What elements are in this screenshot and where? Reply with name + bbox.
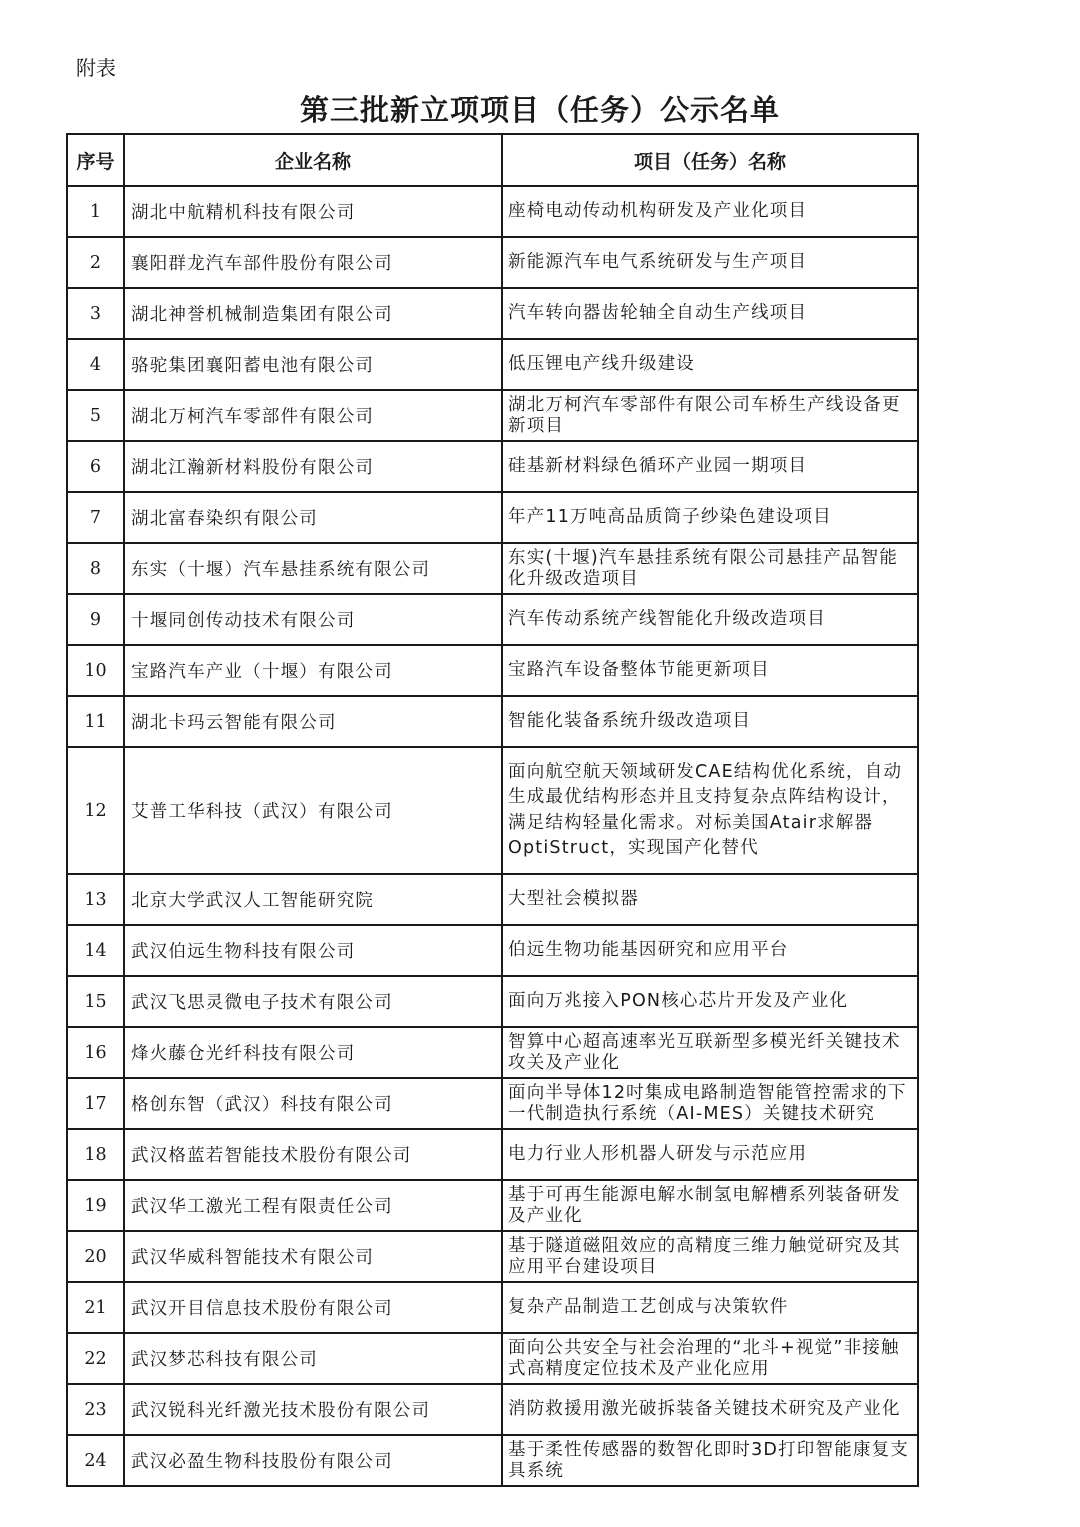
- table-row: [67, 186, 918, 237]
- company-name-cell: 武汉必盈生物科技股份有限公司: [124, 1435, 502, 1486]
- table-row: [67, 1333, 918, 1384]
- table-row: [67, 1282, 918, 1333]
- row-number-cell: 1: [67, 186, 124, 237]
- company-name-cell: 湖北卡玛云智能有限公司: [124, 696, 502, 747]
- project-name-cell: 智能化装备系统升级改造项目: [502, 696, 918, 747]
- row-number-cell: 7: [67, 492, 124, 543]
- row-number-cell: 15: [67, 976, 124, 1027]
- row-number-cell: 14: [67, 925, 124, 976]
- page-title: 第三批新立项项目（任务）公示名单: [299, 93, 780, 127]
- row-number-cell: 20: [67, 1231, 124, 1282]
- project-name-cell: 汽车传动系统产线智能化升级改造项目: [502, 594, 918, 645]
- table-row: [67, 696, 918, 747]
- table-row: [67, 1129, 918, 1180]
- company-name-cell: 武汉梦芯科技有限公司: [124, 1333, 502, 1384]
- company-name-cell: 武汉华工激光工程有限责任公司: [124, 1180, 502, 1231]
- table-row: [67, 1231, 918, 1282]
- row-number-cell: 10: [67, 645, 124, 696]
- company-name-cell: 湖北富春染织有限公司: [124, 492, 502, 543]
- table-row: [67, 543, 918, 594]
- company-name-cell: 烽火藤仓光纤科技有限公司: [124, 1027, 502, 1078]
- table-row: [67, 874, 918, 925]
- row-number-cell: 3: [67, 288, 124, 339]
- row-number-cell: 13: [67, 874, 124, 925]
- row-number-cell: 8: [67, 543, 124, 594]
- table-row: [67, 925, 918, 976]
- row-number-cell: 24: [67, 1435, 124, 1486]
- project-name-cell: 基于隧道磁阻效应的高精度三维力触觉研究及其应用平台建设项目: [502, 1231, 918, 1282]
- project-name-cell: 智算中心超高速率光互联新型多模光纤关键技术攻关及产业化: [502, 1027, 918, 1078]
- project-name-cell: 硅基新材料绿色循环产业园一期项目: [502, 441, 918, 492]
- column-header-number: 序号: [67, 134, 124, 186]
- company-name-cell: 湖北神誉机械制造集团有限公司: [124, 288, 502, 339]
- company-name-cell: 骆驼集团襄阳蓄电池有限公司: [124, 339, 502, 390]
- project-name-cell: 面向公共安全与社会治理的“北斗+视觉”非接触式高精度定位技术及产业化应用: [502, 1333, 918, 1384]
- project-list-table: [66, 133, 919, 1487]
- project-name-cell: 年产11万吨高品质筒子纱染色建设项目: [502, 492, 918, 543]
- table-row: [67, 441, 918, 492]
- project-name-cell: 面向万兆接入PON核心芯片开发及产业化: [502, 976, 918, 1027]
- project-name-cell: 面向半导体12吋集成电路制造智能管控需求的下一代制造执行系统（AI-MES）关键技术研究: [502, 1078, 918, 1129]
- column-header-project: 项目（任务）名称: [502, 134, 918, 186]
- company-name-cell: 十堰同创传动技术有限公司: [124, 594, 502, 645]
- row-number-cell: 17: [67, 1078, 124, 1129]
- row-number-cell: 19: [67, 1180, 124, 1231]
- row-number-cell: 6: [67, 441, 124, 492]
- company-name-cell: 东实（十堰）汽车悬挂系统有限公司: [124, 543, 502, 594]
- row-number-cell: 16: [67, 1027, 124, 1078]
- project-name-cell: 基于柔性传感器的数智化即时3D打印智能康复支具系统: [502, 1435, 918, 1486]
- company-name-cell: 武汉飞思灵微电子技术有限公司: [124, 976, 502, 1027]
- row-number-cell: 23: [67, 1384, 124, 1435]
- table-row: [67, 1180, 918, 1231]
- attachment-label: 附表: [76, 56, 116, 80]
- project-name-cell: 复杂产品制造工艺创成与决策软件: [502, 1282, 918, 1333]
- table-row: [67, 1435, 918, 1486]
- company-name-cell: 宝路汽车产业（十堰）有限公司: [124, 645, 502, 696]
- table-row: [67, 1384, 918, 1435]
- project-name-cell: 面向航空航天领域研发CAE结构优化系统，自动生成最优结构形态并且支持复杂点阵结构设计，满足结构轻量化需求。对标美国Atair求解器OptiStruct，实现国产化替代: [502, 747, 918, 874]
- row-number-cell: 2: [67, 237, 124, 288]
- company-name-cell: 武汉伯远生物科技有限公司: [124, 925, 502, 976]
- company-name-cell: 武汉华威科智能技术有限公司: [124, 1231, 502, 1282]
- project-name-cell: 电力行业人形机器人研发与示范应用: [502, 1129, 918, 1180]
- company-name-cell: 格创东智（武汉）科技有限公司: [124, 1078, 502, 1129]
- table-header-row: [67, 134, 918, 186]
- company-name-cell: 北京大学武汉人工智能研究院: [124, 874, 502, 925]
- table-body: [67, 186, 918, 1486]
- project-name-cell: 座椅电动传动机构研发及产业化项目: [502, 186, 918, 237]
- company-name-cell: 武汉格蓝若智能技术股份有限公司: [124, 1129, 502, 1180]
- row-number-cell: 5: [67, 390, 124, 441]
- column-header-company: 企业名称: [124, 134, 502, 186]
- company-name-cell: 襄阳群龙汽车部件股份有限公司: [124, 237, 502, 288]
- project-name-cell: 汽车转向器齿轮轴全自动生产线项目: [502, 288, 918, 339]
- project-name-cell: 湖北万柯汽车零部件有限公司车桥生产线设备更新项目: [502, 390, 918, 441]
- table-row: [67, 288, 918, 339]
- project-name-cell: 新能源汽车电气系统研发与生产项目: [502, 237, 918, 288]
- table-row: [67, 594, 918, 645]
- row-number-cell: 9: [67, 594, 124, 645]
- table-row: [67, 1078, 918, 1129]
- project-name-cell: 消防救援用激光破拆装备关键技术研究及产业化: [502, 1384, 918, 1435]
- company-name-cell: 湖北万柯汽车零部件有限公司: [124, 390, 502, 441]
- project-name-cell: 低压锂电产线升级建设: [502, 339, 918, 390]
- row-number-cell: 12: [67, 747, 124, 874]
- company-name-cell: 武汉锐科光纤激光技术股份有限公司: [124, 1384, 502, 1435]
- row-number-cell: 22: [67, 1333, 124, 1384]
- row-number-cell: 21: [67, 1282, 124, 1333]
- project-name-cell: 大型社会模拟器: [502, 874, 918, 925]
- table-row: [67, 492, 918, 543]
- row-number-cell: 4: [67, 339, 124, 390]
- project-name-cell: 宝路汽车设备整体节能更新项目: [502, 645, 918, 696]
- row-number-cell: 11: [67, 696, 124, 747]
- project-name-cell: 伯远生物功能基因研究和应用平台: [502, 925, 918, 976]
- company-name-cell: 艾普工华科技（武汉）有限公司: [124, 747, 502, 874]
- table-row: [67, 339, 918, 390]
- project-name-cell: 基于可再生能源电解水制氢电解槽系列装备研发及产业化: [502, 1180, 918, 1231]
- project-name-cell: 东实(十堰)汽车悬挂系统有限公司悬挂产品智能化升级改造项目: [502, 543, 918, 594]
- table-row: [67, 1027, 918, 1078]
- table-row: [67, 390, 918, 441]
- table-row: [67, 976, 918, 1027]
- company-name-cell: 湖北中航精机科技有限公司: [124, 186, 502, 237]
- table-row: [67, 747, 918, 874]
- table-row: [67, 645, 918, 696]
- company-name-cell: 武汉开目信息技术股份有限公司: [124, 1282, 502, 1333]
- table-row: [67, 237, 918, 288]
- row-number-cell: 18: [67, 1129, 124, 1180]
- company-name-cell: 湖北江瀚新材料股份有限公司: [124, 441, 502, 492]
